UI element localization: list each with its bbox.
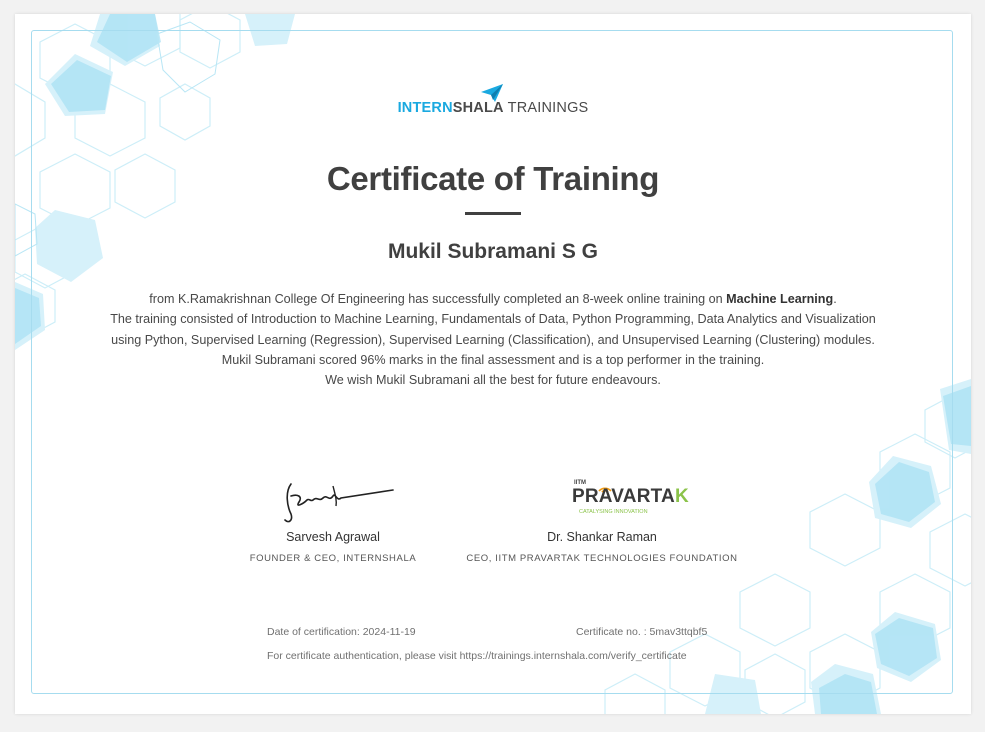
internshala-trainings-logo [393,84,593,120]
logo-text-shala: SHALA [452,100,504,116]
certificate-number: Certificate no. : 5mav3ttqbf5 [576,626,708,638]
signatory-role: FOUNDER & CEO, INTERNSHALA [249,553,417,564]
pravartak-brand-last: K [674,486,689,507]
certificate-content [15,14,971,714]
certification-date: Date of certification: 2024-11-19 [267,626,416,638]
wish-line: We wish Mukil Subramani all the best for future endeavours. [325,373,661,388]
pravartak-tagline: CATALYSING INNOVATION [579,509,648,515]
completion-text: from K.Ramakrishnan College Of Engineering has successfully completed an 8-week online training on [149,292,727,306]
signatory-name: Sarvesh Agrawal [286,530,380,544]
certificate-sheet [15,14,971,714]
logo-text-trainings: TRAININGS [503,100,589,116]
completion-line [107,289,879,309]
course-name: Machine Learning [726,292,834,306]
signature-image [233,472,433,530]
score-line: Mukil Subramani scored 96% marks in the final assessment and is a top performer in the training. [221,352,765,367]
logo-text-intern: INTERN [397,100,453,116]
title-divider [465,212,521,215]
signatory-partner [452,472,752,564]
signatory-name: Dr. Shankar Raman [547,530,657,544]
certificate-title: Certificate of Training [326,160,660,197]
logo-wordmark [393,100,593,116]
modules-paragraph: The training consisted of Introduction to Machine Learning, Fundamentals of Data, Python Programming, Data Analytics and Visualization using Python, Supervised Learning (Regression), Supervised Learning (Classification), and Unsupervised Learning (Clustering) modules. [110,312,876,347]
pravartak-logo [452,472,752,530]
pravartak-brand-main: PRAVARTA [572,486,675,507]
pravartak-logo-top: IITM [574,480,586,486]
pravartak-logo-text [572,486,689,508]
completion-suffix: . [833,292,837,306]
authentication-note: For certificate authentication, please visit https://trainings.internshala.com/verify_certificate [267,650,687,662]
certificate-body [107,289,879,390]
signatory-founder [233,472,433,564]
recipient-name: Mukil Subramani S G [387,240,599,263]
signatory-role: CEO, IITM PRAVARTAK TECHNOLOGIES FOUNDATION [466,553,738,564]
